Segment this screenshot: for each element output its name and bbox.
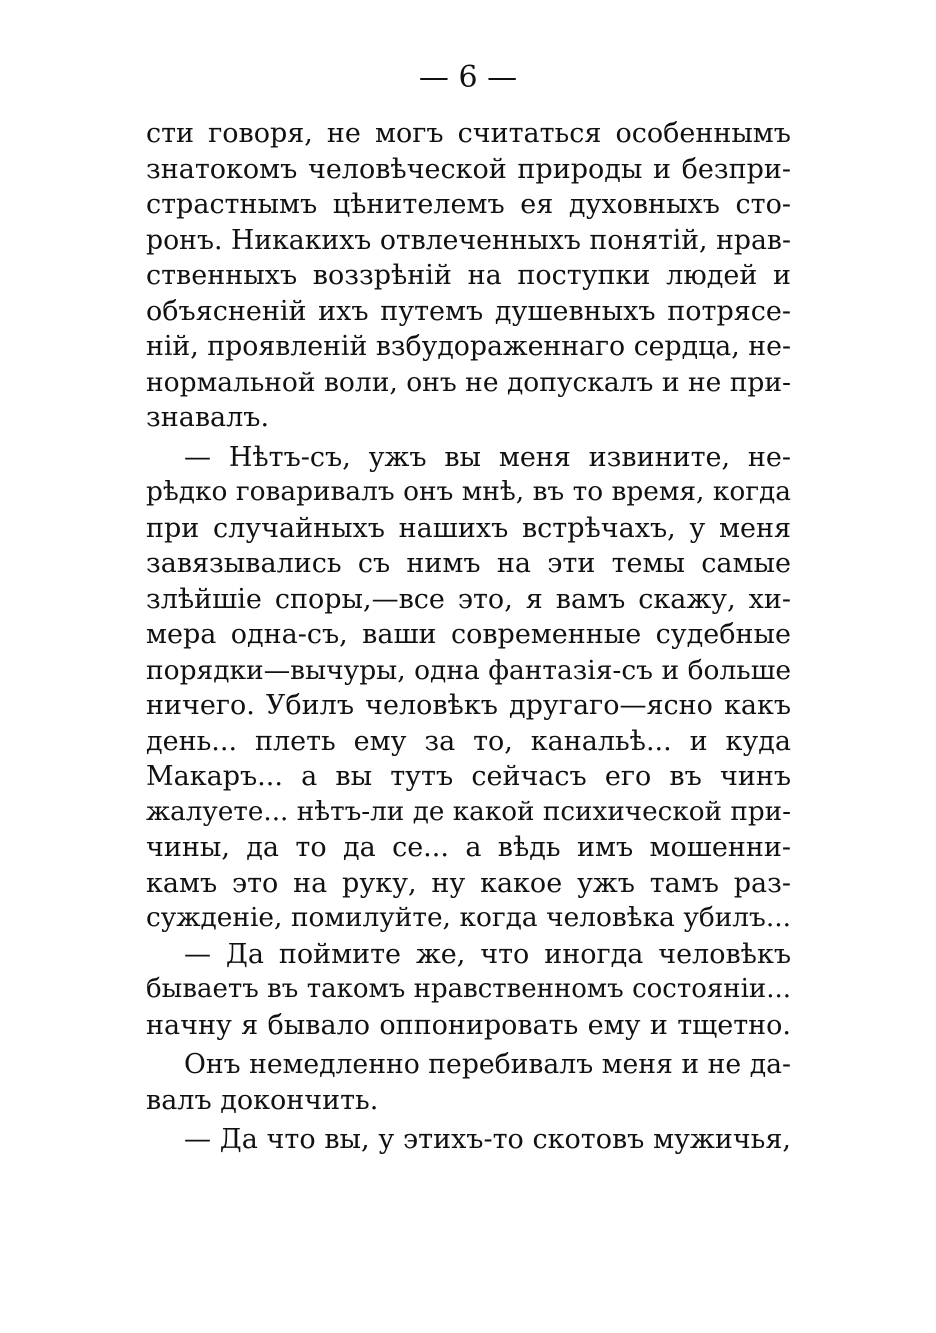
text-line: Онъ немедленно перебивалъ меня и не да- — [184, 1049, 791, 1080]
text-line: при случайныхъ нашихъ встрѣчахъ, у меня — [146, 512, 791, 544]
text-line: сти говоря, не могъ считаться особеннымъ — [146, 118, 791, 149]
text-line: начну я бывало оппонировать ему и тщетно. — [146, 1009, 791, 1041]
page-number: — 6 — — [418, 60, 518, 95]
text-line: — Нѣтъ-съ, ужъ вы меня извините, не- — [184, 441, 791, 473]
text-line: жалуете... нѣтъ-ли де какой психической при- — [146, 796, 791, 827]
text-line: злѣйшіе споры,—все это, я вамъ скажу, хи- — [146, 583, 791, 615]
text-line: ронъ. Никакихъ отвлеченныхъ понятій, нрав- — [146, 224, 791, 256]
text-line: завязывались съ нимъ на эти темы самые — [146, 548, 791, 579]
text-line: ничего. Убилъ человѣкъ другаго—ясно какъ — [146, 690, 791, 721]
text-line: объясненій ихъ путемъ душевныхъ потрясе- — [146, 295, 791, 327]
text-line: день... плеть ему за то, канальѣ... и куда — [146, 725, 791, 757]
text-line: рѣдко говаривалъ онъ мнѣ, въ то время, когда — [146, 477, 791, 507]
text-line: валъ докончить. — [146, 1084, 379, 1116]
text-line: — Да что вы, у этихъ-то скотовъ мужичья, — [184, 1124, 791, 1155]
text-line: знавалъ. — [146, 402, 270, 433]
text-line: мера одна-съ, ваши современные судебные — [146, 619, 791, 650]
text-line: Макаръ... а вы тутъ сейчасъ его въ чинъ — [146, 761, 791, 792]
text-line: камъ это на руку, ну какое ужъ тамъ раз- — [146, 867, 791, 899]
text-line: — Да поймите же, что иногда человѣкъ — [184, 938, 791, 970]
text-line: страстнымъ цѣнителемъ ея духовныхъ сто- — [146, 189, 791, 220]
text-line: сужденіе, помилуйте, когда человѣка убилъ... — [146, 903, 791, 933]
body-text — [146, 116, 791, 1158]
text-line: чины, да то да се... а вѣдь имъ мошенни- — [146, 832, 791, 863]
text-line: порядки—вычуры, одна фантазія-съ и больше — [146, 654, 791, 686]
text-line: ній, проявленій взбудораженнаго сердца, не- — [146, 331, 791, 362]
text-line: ственныхъ воззрѣній на поступки людей и — [146, 260, 791, 291]
text-line: нормальной воли, онъ не допускалъ и не при- — [146, 366, 791, 398]
text-line: бываетъ въ такомъ нравственномъ состояніи... — [146, 974, 791, 1004]
text-line: знатокомъ человѣческой природы и безпри- — [146, 153, 791, 185]
